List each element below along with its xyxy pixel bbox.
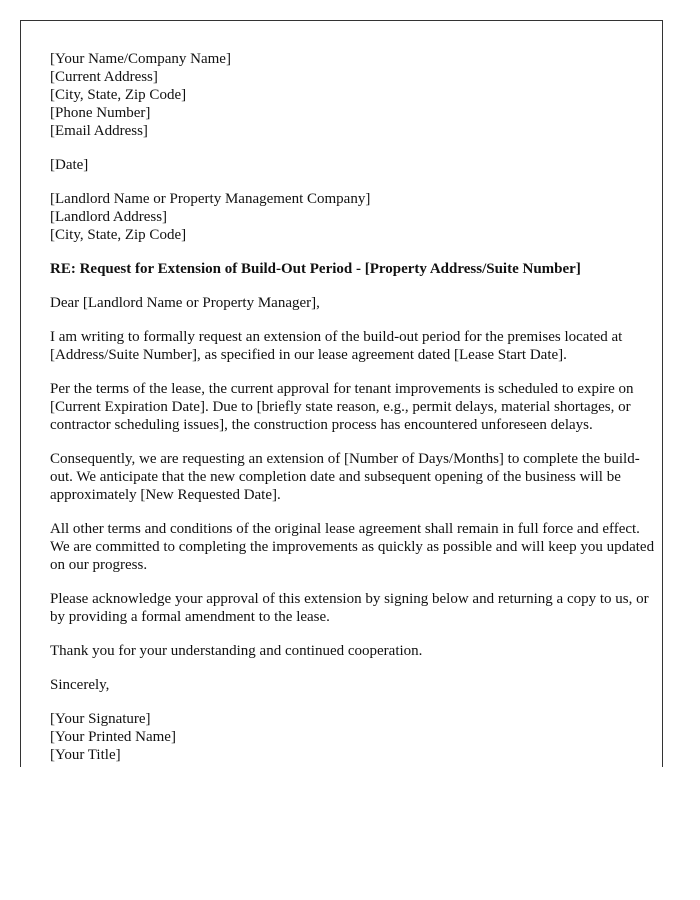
sender-phone: [Phone Number]: [50, 105, 151, 121]
recipient-address: [Landlord Address]: [50, 209, 168, 225]
sender-block: [50, 50, 662, 140]
sender-name: [Your Name/Company Name]: [50, 51, 231, 67]
subject-line: RE: Request for Extension of Build-Out Period - [Property Address/Suite Number]: [50, 261, 581, 277]
letter-page: [20, 20, 663, 767]
signature: [Your Signature]: [50, 711, 151, 727]
sender-city: [City, State, Zip Code]: [50, 87, 187, 103]
sender-address: [Current Address]: [50, 69, 158, 85]
letter-date: [Date]: [50, 157, 89, 173]
title: [Your Title]: [50, 747, 121, 763]
recipient-block: [50, 190, 662, 244]
recipient-city: [City, State, Zip Code]: [50, 227, 187, 243]
body-paragraph: I am writing to formally request an extension of the build-out period for the premises located at [Address/Suite Number], as specified in our lease agreement dated [Lease Start Date].: [50, 329, 623, 363]
body-paragraph: Thank you for your understanding and continued cooperation.: [50, 643, 423, 659]
body-paragraph: Please acknowledge your approval of this extension by signing below and returning a copy to us, or by providing a formal amendment to the lease.: [50, 591, 649, 625]
signature-block: [50, 710, 662, 764]
printed-name: [Your Printed Name]: [50, 729, 176, 745]
body-paragraph: Per the terms of the lease, the current approval for tenant improvements is scheduled to expire on [Current Expiration Date]. Due to [briefly state reason, e.g., permit delays, material shortages, or contractor scheduling issues], the construction process has encountered unforeseen delays.: [50, 381, 634, 433]
body-paragraph: All other terms and conditions of the original lease agreement shall remain in full force and effect. We are committed to completing the improvements as quickly as possible and will keep you updated on our progress.: [50, 521, 655, 573]
sender-email: [Email Address]: [50, 123, 148, 139]
salutation: Dear [Landlord Name or Property Manager],: [50, 295, 320, 311]
closing: Sincerely,: [50, 677, 110, 693]
recipient-name: [Landlord Name or Property Management Company]: [50, 191, 371, 207]
body-paragraph: Consequently, we are requesting an extension of [Number of Days/Months] to complete the build-out. We anticipate that the new completion date and subsequent opening of the business will be approximately [New Requested Date].: [50, 451, 640, 503]
